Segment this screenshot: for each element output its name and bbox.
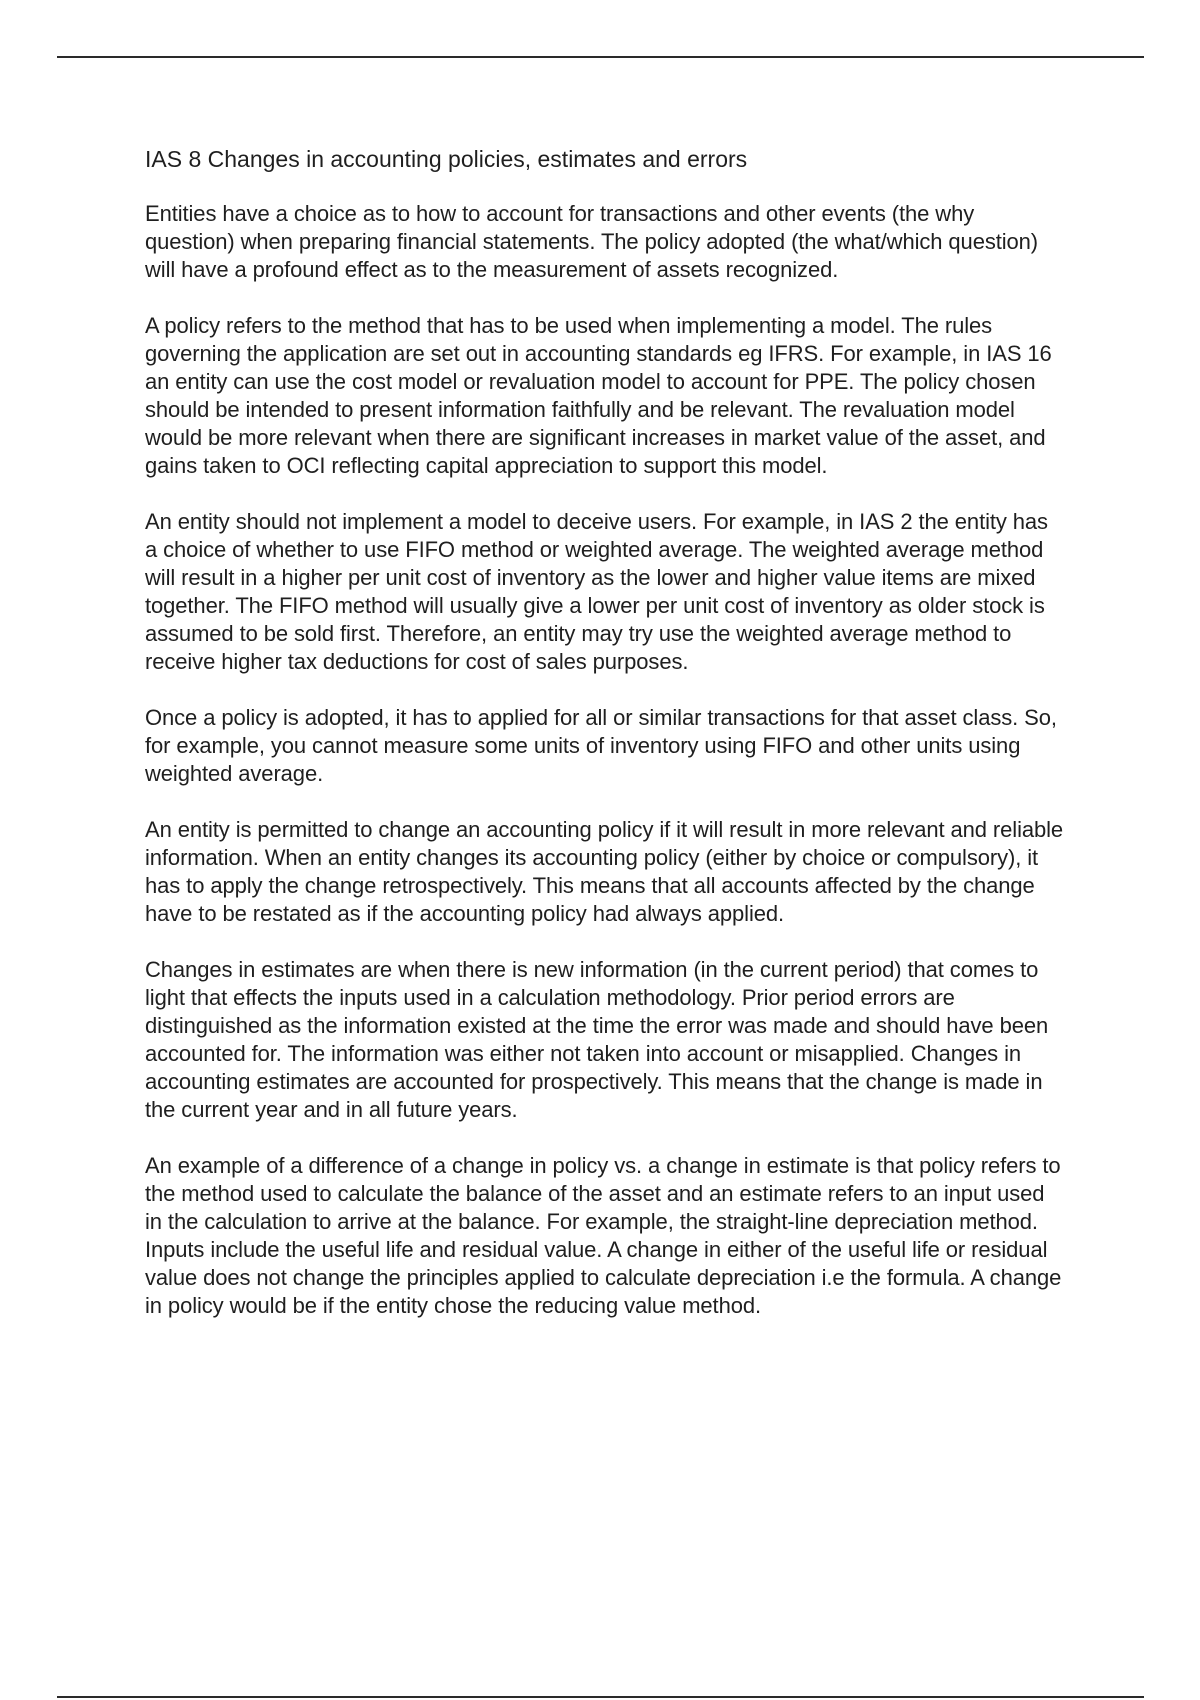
header-rule [57, 56, 1144, 58]
paragraph-consistency: Once a policy is adopted, it has to applied for all or similar transactions for that asset class. So, for example, you cannot measure some units of inventory using FIFO and other units using weighted average. [145, 705, 1057, 786]
paragraph-change-estimates: Changes in estimates are when there is new information (in the current period) that comes to light that effects the inputs used in a calculation methodology. Prior period errors are distinguished as the information existed at the time the error was made and should have been accounted for. The information was either not taken into account or misapplied. Changes in accounting estimates are accounted for prospectively. This means that the change is made in the current year and in all future years. [145, 957, 1049, 1122]
footer-rule [57, 1696, 1144, 1698]
paragraph-change-policy: An entity is permitted to change an accounting policy if it will result in more relevant and reliable information. When an entity changes its accounting policy (either by choice or compulsory), it has to apply the change retrospectively. This means that all accounts affected by the change have to be restated as if the accounting policy had always applied. [145, 817, 1064, 926]
document-title: IAS 8 Changes in accounting policies, estimates and errors [145, 146, 748, 172]
paragraph-policy-choice: Entities have a choice as to how to account for transactions and other events (the why question) when preparing financial statements. The policy adopted (the what/which question) will have a profound effect as to the measurement of assets recognized. [145, 201, 1039, 282]
paragraph-policy-vs-estimate: An example of a difference of a change in policy vs. a change in estimate is that policy refers to the method used to calculate the balance of the asset and an estimate refers to an input used in the calculation to arrive at the balance. For example, the straight-line depreciation method. Inputs include the useful life and residual value. A change in either of the useful life or residual value does not change the principles applied to calculate depreciation i.e the formula. A change in policy would be if the entity chose the reducing value method. [145, 1153, 1062, 1318]
document-body [145, 145, 1065, 1348]
paragraph-deceive-users: An entity should not implement a model to deceive users. For example, in IAS 2 the entity has a choice of whether to use FIFO method or weighted average. The weighted average method will result in a higher per unit cost of inventory as the lower and higher value items are mixed together. The FIFO method will usually give a lower per unit cost of inventory as older stock is assumed to be sold first. Therefore, an entity may try use the weighted average method to receive higher tax deductions for cost of sales purposes. [145, 509, 1048, 674]
paragraph-policy-definition: A policy refers to the method that has to be used when implementing a model. The rules governing the application are set out in accounting standards eg IFRS. For example, in IAS 16 an entity can use the cost model or revaluation model to account for PPE. The policy chosen should be intended to present information faithfully and be relevant. The revaluation model would be more relevant when there are significant increases in market value of the asset, and gains taken to OCI reflecting capital appreciation to support this model. [145, 313, 1052, 478]
